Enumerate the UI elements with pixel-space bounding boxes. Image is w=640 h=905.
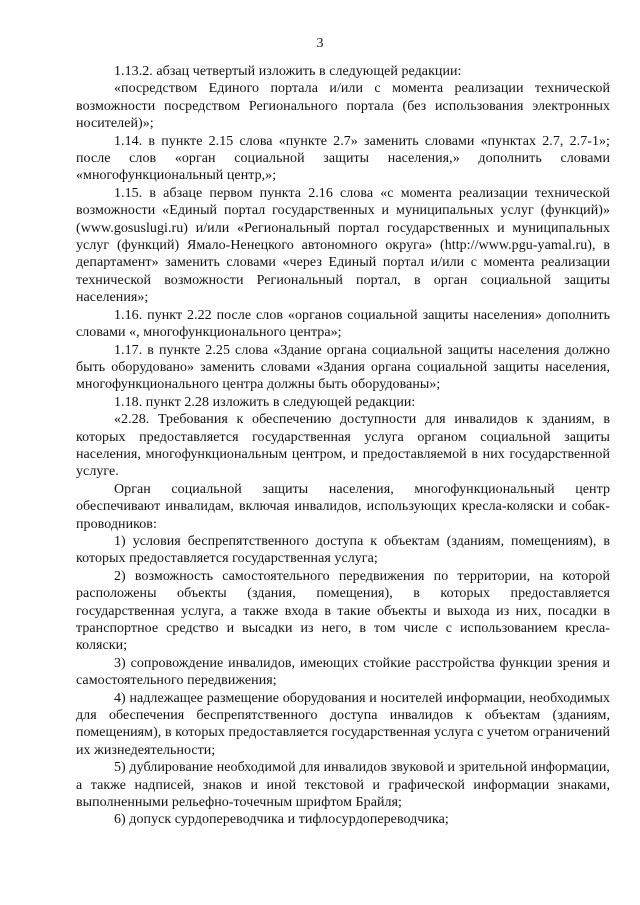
list-item-6: 6) допуск сурдопереводчика и тифлосурдопереводчика; — [114, 812, 449, 828]
paragraph-1-17: 1.17. в пункте 2.25 слова «Здание органа социальной защиты населения должно быть оборудовано» заменить словами «Здания органа социальной защиты населения, многофункционального центра должны быть оборудованы»; — [76, 342, 610, 393]
list-item-3: 3) сопровождение инвалидов, имеющих стойкие расстройства функции зрения и самостоятельного передвижения; — [76, 655, 610, 689]
paragraph-1-13-2: 1.13.2. абзац четвертый изложить в следующей редакции: — [114, 64, 462, 79]
list-item-5: 5) дублирование необходимой для инвалидов звуковой и зрительной информации, а также надписей, знаков и иной текстовой и графической информации знаками, выполненными рельефно-точечным шрифтом Брайля; — [76, 760, 610, 811]
paragraph-2-28: «2.28. Требования к обеспечению доступности для инвалидов к зданиям, в которых предоставляется государственная услуга органом социальной защиты населения, многофункциональным центром, и предоставляемой в них государственной услуге. — [76, 412, 610, 480]
paragraph-1-15: 1.15. в абзаце первом пункта 2.16 слова «с момента реализации технической возможности «Единый портал государственных и муниципальных услуг (функций)» (www.gosuslugi.ru) и/или «Региональный портал государственных и муниципальных услуг (функций) Ямало-Ненецкого автономного округа» (http://www.pgu-yamal.ru), в департамент» заменить словами «через Единый портал и/или с момента реализации технической возможности Региональный портал, в орган социальной защиты населения»; — [76, 185, 610, 306]
paragraph-1-13-2-text: «посредством Единого портала и/или с момента реализации технической возможности посредством Регионального портала (без использования электронных носителей)»; — [76, 81, 610, 132]
list-item-4: 4) надлежащее размещение оборудования и носителей информации, необходимых для обеспечения беспрепятственного доступа инвалидов к объектам (зданиям, помещениям), в которых предоставляется государственная услуга с учетом ограничений их жизнедеятельности; — [76, 690, 610, 758]
page-number: 3 — [316, 36, 324, 51]
paragraph-1-16: 1.16. пункт 2.22 после слов «органов социальной защиты населения» дополнить словами «, многофункционального центра»; — [76, 307, 610, 341]
document-body — [76, 63, 610, 829]
paragraph-1-14: 1.14. в пункте 2.15 слова «пункте 2.7» заменить словами «пунктах 2.7, 2.7-1»; после слов «орган социальной защиты населения,» дополнить словами «многофункциональный центр,»; — [76, 133, 610, 184]
paragraph-2-28-intro: Орган социальной защиты населения, многофункциональный центр обеспечивают инвалидам, включая инвалидов, использующих кресла-коляски и собак-проводников: — [76, 481, 610, 532]
list-item-1: 1) условия беспрепятственного доступа к объектам (зданиям, помещениям), в которых предоставляется государственная услуга; — [76, 533, 610, 567]
list-item-2: 2) возможность самостоятельного передвижения по территории, на которой расположены объекты (здания, помещения), в которых предоставляется государственная услуга, а также входа в такие объекты и выхода из них, посадки в транспортное средство и высадки из него, в том числе с использованием кресла-коляски; — [76, 568, 610, 654]
paragraph-1-18: 1.18. пункт 2.28 изложить в следующей редакции: — [114, 394, 416, 410]
